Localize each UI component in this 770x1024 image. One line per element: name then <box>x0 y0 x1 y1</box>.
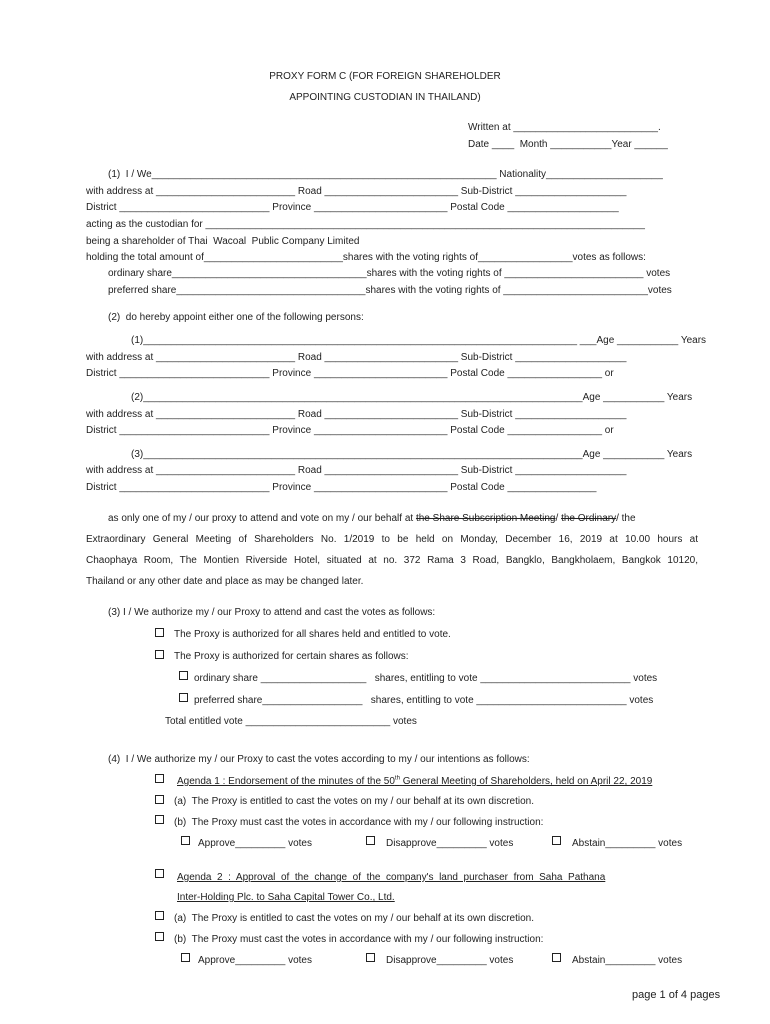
agenda2-disapprove-checkbox[interactable] <box>366 953 375 962</box>
agenda2-title-line1: Agenda 2 : Approval of the change of the company's land purchaser from Saha Pathana <box>177 872 606 883</box>
preferred-share-line[interactable]: preferred share__________________________________shares with the voting rights of __________________________votes <box>108 285 672 296</box>
agenda1-abstain-votes[interactable]: Abstain_________ votes <box>572 838 683 849</box>
proxy3-address-line[interactable]: with address at _________________________ Road ________________________ Sub-District ____________________ <box>86 465 627 476</box>
name-nationality-line[interactable]: (1) I / We______________________________________________________________ Nationality_____________________ <box>108 169 663 180</box>
meeting-paragraph-line2: Extraordinary General Meeting of Shareholders No. 1/2019 to be held on Monday, December 16, 2019 at 10.00 hours at <box>86 534 698 545</box>
all-shares-label: The Proxy is authorized for all shares held and entitled to vote. <box>174 629 451 640</box>
meeting-paragraph-line3: Chaophaya Room, The Montien Riverside Hotel, situated at no. 372 Rama 3 Road, Bangklo, Bangkholaem, Bangkok 10120, <box>86 555 698 566</box>
written-at-field[interactable]: Written at __________________________. <box>468 122 661 133</box>
proxy2-address-line[interactable]: with address at _________________________ Road ________________________ Sub-District ____________________ <box>86 409 627 420</box>
meeting-paragraph-line1: as only one of my / our proxy to attend and vote on my / our behalf at the Share Subscription Meeting/ the Ordinary/ the <box>108 513 636 524</box>
proxy3-district-line[interactable]: District ___________________________ Province ________________________ Postal Code ________________ <box>86 482 597 493</box>
agenda1-instruction-label: (b) The Proxy must cast the votes in accordance with my / our following instruction: <box>174 817 544 828</box>
agenda1-checkbox[interactable] <box>155 774 164 783</box>
agenda2-title-line2: Inter-Holding Plc. to Saha Capital Tower Co., Ltd. <box>177 892 395 903</box>
certain-shares-checkbox[interactable] <box>155 650 164 659</box>
agenda1-disapprove-checkbox[interactable] <box>366 836 375 845</box>
total-shares-line[interactable]: holding the total amount of_________________________shares with the voting rights of_________________votes as follows: <box>86 252 646 263</box>
ordinary-share-checkbox[interactable] <box>179 671 188 680</box>
form-title-line1: PROXY FORM C (FOR FOREIGN SHAREHOLDER <box>269 71 501 82</box>
agenda2-instruction-label: (b) The Proxy must cast the votes in accordance with my / our following instruction: <box>174 934 544 945</box>
intentions-intro: (4) I / We authorize my / our Proxy to cast the votes according to my / our intentions as follows: <box>108 754 530 765</box>
address-line[interactable]: with address at _________________________ Road ________________________ Sub-District ____________________ <box>86 186 627 197</box>
proxy1-address-line[interactable]: with address at _________________________ Road ________________________ Sub-District ____________________ <box>86 352 627 363</box>
preferred-share-checkbox[interactable] <box>179 693 188 702</box>
proxy2-district-line[interactable]: District ___________________________ Province ________________________ Postal Code _________________ or <box>86 425 614 436</box>
agenda1-discretion-checkbox[interactable] <box>155 795 164 804</box>
ordinary-share-line[interactable]: ordinary share___________________________________shares with the voting rights of _________________________ votes <box>108 268 671 279</box>
authorize-intro: (3) I / We authorize my / our Proxy to attend and cast the votes as follows: <box>108 607 436 618</box>
certain-shares-label: The Proxy is authorized for certain shares as follows: <box>174 651 409 662</box>
date-field[interactable]: Date ____ Month ___________Year ______ <box>468 139 668 150</box>
custodian-line[interactable]: acting as the custodian for _______________________________________________________________________________ <box>86 219 645 230</box>
proxy3-name-line[interactable]: (3)_______________________________________________________________________________Age ___________ Years <box>131 449 693 460</box>
agenda1-abstain-checkbox[interactable] <box>552 836 561 845</box>
preferred-share-vote-line[interactable]: preferred share__________________ shares, entitling to vote ___________________________ votes <box>194 695 654 706</box>
agenda2-instruction-checkbox[interactable] <box>155 932 164 941</box>
agenda2-approve-checkbox[interactable] <box>181 953 190 962</box>
total-entitled-vote-line[interactable]: Total entitled vote __________________________ votes <box>165 716 417 727</box>
all-shares-checkbox[interactable] <box>155 628 164 637</box>
ordinary-share-vote-line[interactable]: ordinary share ___________________ shares, entitling to vote ___________________________ votes <box>194 673 658 684</box>
meeting-paragraph-line4: Thailand or any other date and place as may be changed later. <box>86 576 364 587</box>
agenda2-discretion-checkbox[interactable] <box>155 911 164 920</box>
page-number: page 1 of 4 pages <box>632 989 721 1001</box>
proxy2-name-line[interactable]: (2)_______________________________________________________________________________Age ___________ Years <box>131 392 693 403</box>
agenda1-approve-checkbox[interactable] <box>181 836 190 845</box>
agenda2-approve-votes[interactable]: Approve_________ votes <box>198 955 312 966</box>
agenda1-title: Agenda 1 : Endorsement of the minutes of the 50th General Meeting of Shareholders, held on April 22, 2019 <box>177 775 653 787</box>
agenda2-abstain-checkbox[interactable] <box>552 953 561 962</box>
district-line[interactable]: District ___________________________ Province ________________________ Postal Code ____________________ <box>86 202 619 213</box>
agenda1-discretion-label: (a) The Proxy is entitled to cast the votes on my / our behalf at its own discretion. <box>174 796 534 807</box>
agenda2-discretion-label: (a) The Proxy is entitled to cast the votes on my / our behalf at its own discretion. <box>174 913 534 924</box>
proxy1-district-line[interactable]: District ___________________________ Province ________________________ Postal Code _________________ or <box>86 368 614 379</box>
agenda1-instruction-checkbox[interactable] <box>155 815 164 824</box>
proxy1-name-line[interactable]: (1)______________________________________________________________________________ ___Age ___________ Years <box>131 335 707 346</box>
agenda2-checkbox[interactable] <box>155 869 164 878</box>
form-title-line2: APPOINTING CUSTODIAN IN THAILAND) <box>289 92 481 103</box>
agenda1-disapprove-votes[interactable]: Disapprove_________ votes <box>386 838 514 849</box>
shareholder-of-line: being a shareholder of Thai Wacoal Public Company Limited <box>86 236 360 247</box>
agenda2-abstain-votes[interactable]: Abstain_________ votes <box>572 955 683 966</box>
appoint-intro: (2) do hereby appoint either one of the following persons: <box>108 312 364 323</box>
agenda2-disapprove-votes[interactable]: Disapprove_________ votes <box>386 955 514 966</box>
agenda1-approve-votes[interactable]: Approve_________ votes <box>198 838 312 849</box>
